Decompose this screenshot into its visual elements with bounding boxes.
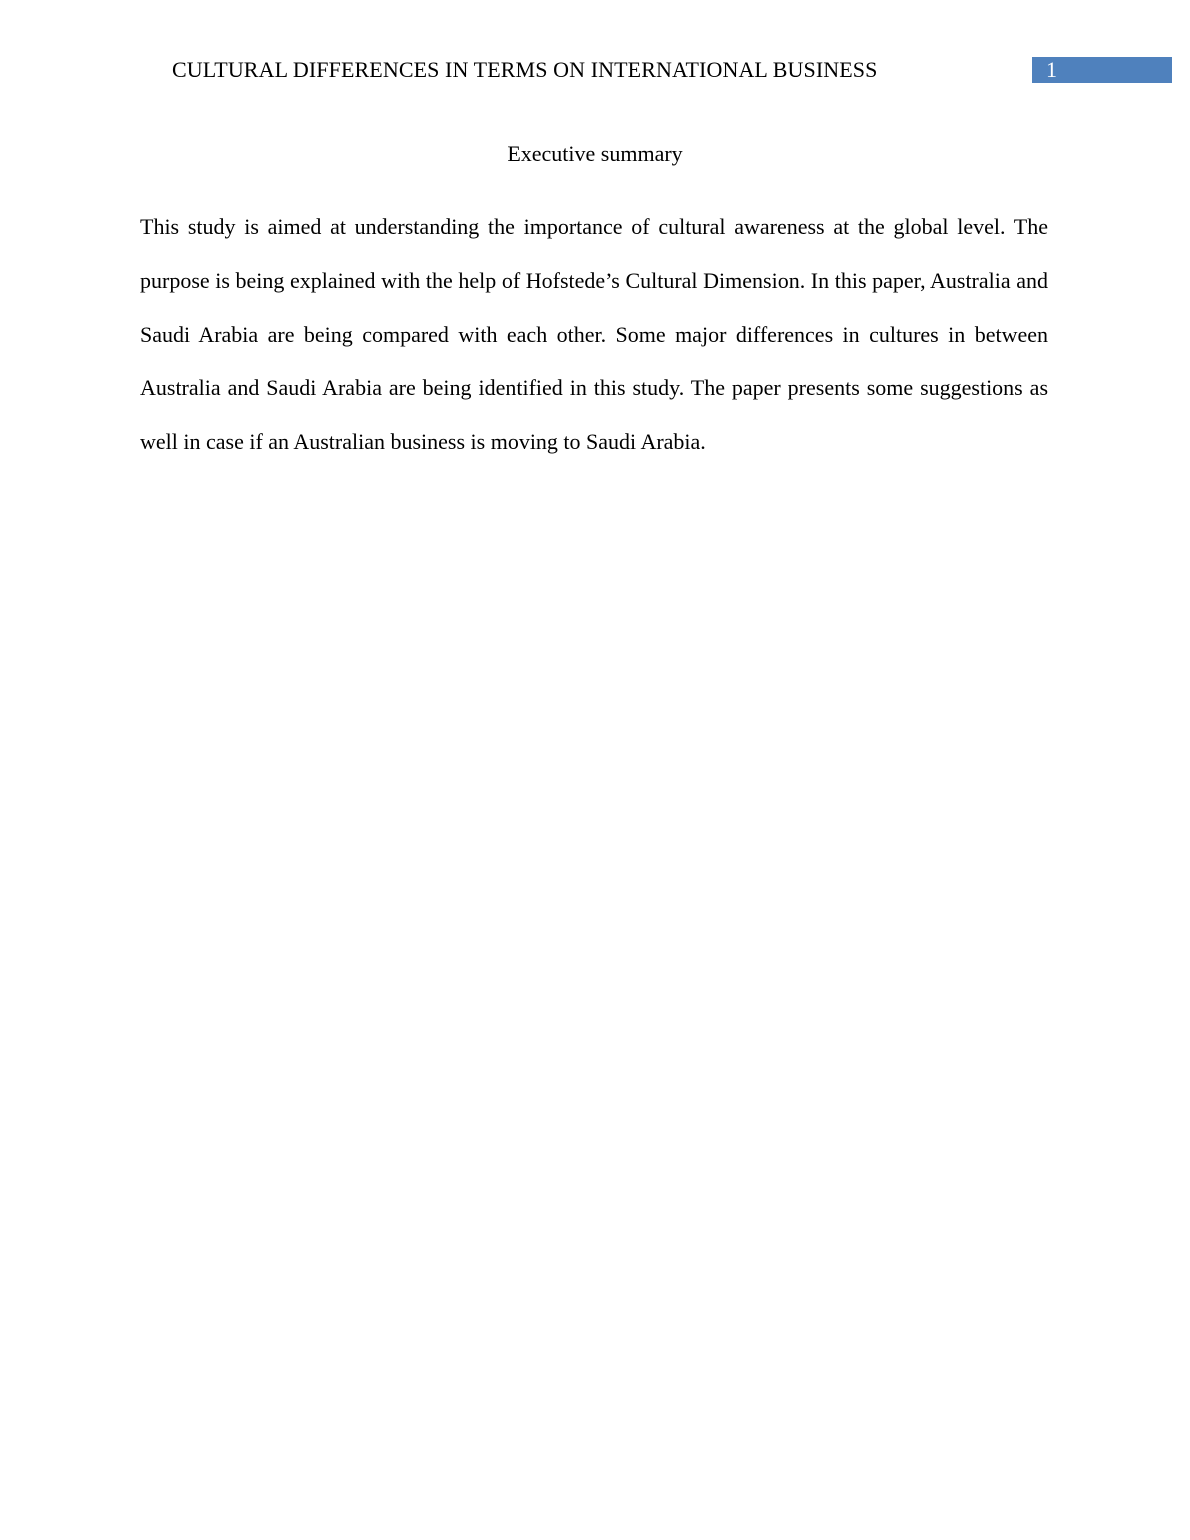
page-number: 1	[1046, 57, 1057, 82]
section-title: Executive summary	[507, 141, 683, 166]
executive-summary-paragraph: This study is aimed at understanding the importance of cultural awareness at the global level. The purpose is being explained with the help of Hofstede’s Cultural Dimension. In this paper, Australia and Saudi Arabia are being compared with each other. Some major differences in cultures in between Australia and Saudi Arabia are being identified in this study. The paper presents some suggestions as well in case if an Australian business is moving to Saudi Arabia.	[140, 214, 1048, 455]
page-number-badge	[1032, 57, 1172, 83]
running-head: CULTURAL DIFFERENCES IN TERMS ON INTERNATIONAL BUSINESS	[172, 57, 878, 82]
